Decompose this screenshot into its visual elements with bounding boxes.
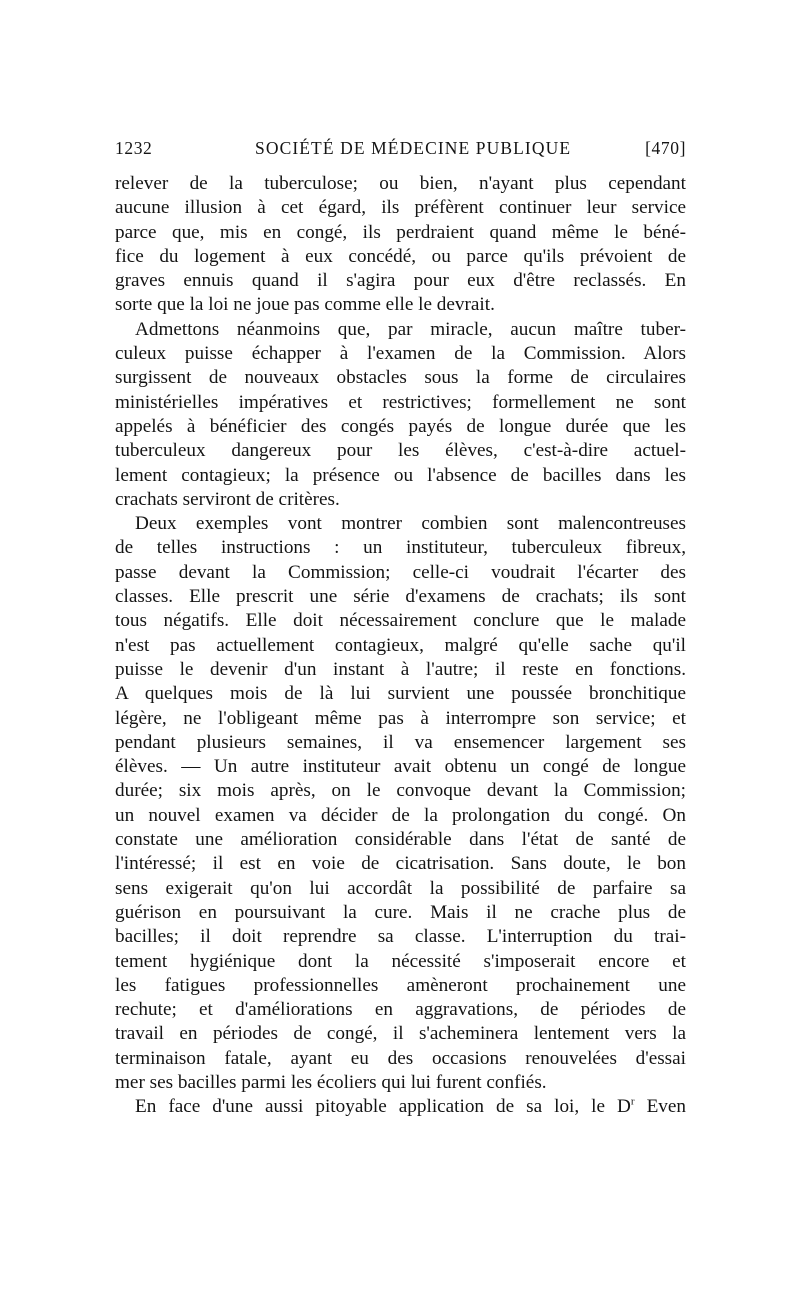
text-line [115,755,686,779]
text-line [115,925,686,949]
text-line [115,1047,686,1071]
line-text: ministérielles impératives et restrictives; formellement ne sont [115,391,686,413]
text-line [115,318,686,342]
line-tail: Even [634,1096,686,1118]
text-line [115,1071,686,1095]
section-number: [470] [645,138,686,158]
line-text: culeux puisse échapper à l'examen de la Commission. Alors [115,343,686,365]
line-text: Deux exemples vont montrer combien sont malencontreuses [135,513,686,535]
text-line [115,804,686,828]
text-line [115,196,686,220]
line-text: crachats serviront de critères. [115,488,340,510]
line-text: guérison en poursuivant la cure. Mais il ne crache plus de [115,901,686,923]
line-text: A quelques mois de là lui survient une poussée bronchitique [115,683,686,705]
line-text: légère, ne l'obligeant même pas à interrompre son service; et [115,707,686,729]
line-text: constate une amélioration considérable dans l'état de santé de [115,829,686,851]
text-line [115,682,686,706]
text-line [115,901,686,925]
line-text: parce que, mis en congé, ils perdraient quand même le béné- [115,221,686,243]
text-line [115,950,686,974]
text-line [115,512,686,536]
text-line [115,828,686,852]
text-line [115,1095,686,1119]
line-text: bacilles; il doit reprendre sa classe. L'interruption du trai- [115,926,686,948]
page-number: 1232 [115,138,153,158]
line-text: classes. Elle prescrit une série d'examens de crachats; ils sont [115,586,686,608]
text-line [115,609,686,633]
line-text: l'intéressé; il est en voie de cicatrisation. Sans doute, le bon [115,853,686,875]
line-text: En face d'une aussi pitoyable application de sa loi, le D [135,1096,631,1118]
text-line [115,561,686,585]
line-text: de telles instructions : un instituteur, tuberculeux fibreux, [115,537,686,559]
line-text: sorte que la loi ne joue pas comme elle le devrait. [115,294,495,316]
text-line [115,585,686,609]
book-page [115,132,686,1120]
text-line [115,634,686,658]
text-line [115,877,686,901]
text-line [115,342,686,366]
text-line [115,536,686,560]
line-text: fice du logement à eux concédé, ou parce qu'ils prévoient de [115,245,686,267]
line-text: passe devant la Commission; celle-ci voudrait l'écarter des [115,561,686,583]
text-line [115,366,686,390]
line-text: graves ennuis quand il s'agira pour eux d'être reclassés. En [115,270,686,292]
text-line [115,658,686,682]
line-text: mer ses bacilles parmi les écoliers qui lui furent confiés. [115,1071,547,1093]
line-text: élèves. — Un autre instituteur avait obtenu un congé de longue [115,756,686,778]
line-text: surgissent de nouveaux obstacles sous la forme de circulaires [115,367,686,389]
line-text: travail en périodes de congé, il s'acheminera lentement vers la [115,1023,686,1045]
text-line [115,779,686,803]
text-line [115,731,686,755]
line-text: rechute; et d'améliorations en aggravations, de périodes de [115,999,686,1021]
text-line [115,464,686,488]
line-text: tous négatifs. Elle doit nécessairement conclure que le malade [115,610,686,632]
text-line [115,439,686,463]
text-line [115,245,686,269]
line-text: les fatigues professionnelles amèneront prochainement une [115,974,686,996]
line-text: sens exigerait qu'on lui accordât la possibilité de parfaire sa [115,877,686,899]
text-line [115,1022,686,1046]
line-text: pendant plusieurs semaines, il va ensemencer largement ses [115,731,686,753]
line-text: appelés à bénéficier des congés payés de longue durée que les [115,415,686,437]
line-text: tement hygiénique dont la nécessité s'imposerait encore et [115,950,686,972]
line-text: durée; six mois après, on le convoque devant la Commission; [115,780,686,802]
running-header [115,132,686,164]
body-text [115,172,686,1120]
line-text: n'est pas actuellement contagieux, malgré qu'elle sache qu'il [115,634,686,656]
text-line [115,707,686,731]
line-text: aucune illusion à cet égard, ils préfèrent continuer leur service [115,197,686,219]
line-text: terminaison fatale, ayant eu des occasions renouvelées d'essai [115,1047,686,1069]
text-line [115,974,686,998]
text-line [115,172,686,196]
line-text: lement contagieux; la présence ou l'absence de bacilles dans les [115,464,686,486]
text-line [115,293,686,317]
text-line [115,415,686,439]
text-line [115,998,686,1022]
text-line [115,852,686,876]
text-line [115,269,686,293]
line-text: Admettons néanmoins que, par miracle, aucun maître tuber- [135,318,686,340]
text-line [115,221,686,245]
running-title: SOCIÉTÉ DE MÉDECINE PUBLIQUE [255,138,572,158]
line-text: puisse le devenir d'un instant à l'autre; il reste en fonctions. [115,658,686,680]
line-text: tuberculeux dangereux pour les élèves, c'est-à-dire actuel- [115,440,686,462]
text-line [115,391,686,415]
superscript: r [630,1095,635,1108]
line-text: relever de la tuberculose; ou bien, n'ayant plus cependant [115,173,686,194]
text-line [115,488,686,512]
line-text: un nouvel examen va décider de la prolongation du congé. On [115,804,686,826]
